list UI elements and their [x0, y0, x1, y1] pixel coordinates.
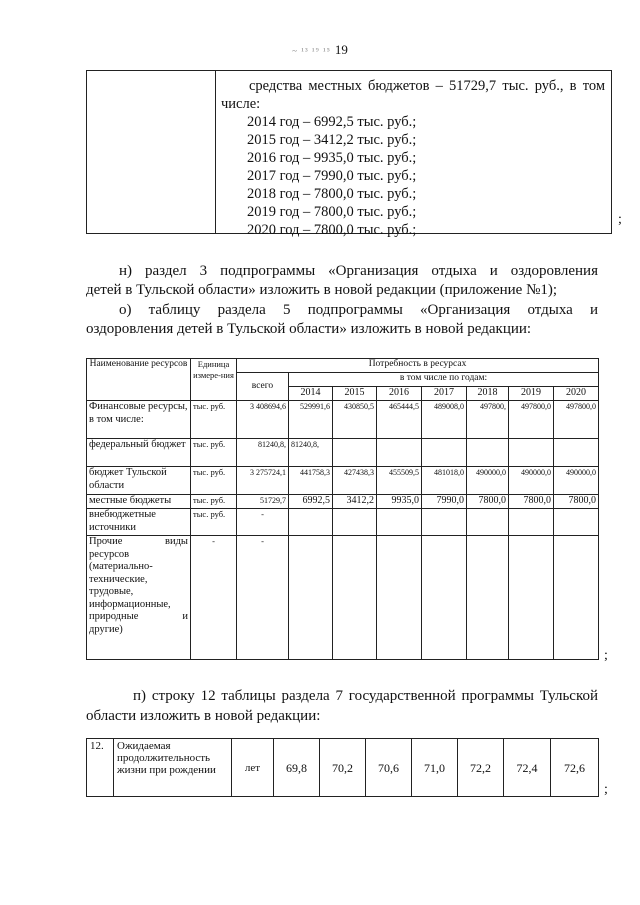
row12-unit: лет	[232, 739, 274, 797]
row-value: 441758,3	[289, 467, 333, 495]
row-value	[554, 439, 599, 467]
row-value: 7990,0	[422, 495, 467, 509]
row12-value: 70,6	[366, 739, 412, 797]
row-name-last: природные и	[89, 611, 188, 622]
header-unit: Единица измере-ния	[191, 359, 237, 401]
row-value	[289, 509, 333, 536]
row-unit: тыс. руб.	[191, 439, 237, 467]
row-value: 529991,6	[289, 401, 333, 439]
row12-value: 72,2	[458, 739, 504, 797]
row12-table	[86, 738, 599, 797]
row-value: 490000,0	[509, 467, 554, 495]
header-year-2020: 2020	[554, 387, 599, 401]
row-value	[467, 509, 509, 536]
funding-year-2015: 2015 год – 3412,2 тыс. руб.;	[247, 132, 417, 148]
row-name-first: Прочие виды	[89, 536, 188, 547]
page-marks: ~ ¹³ ¹⁹ ¹⁵	[292, 46, 331, 56]
table-row	[87, 509, 599, 536]
funding-year-2017: 2017 год – 7990,0 тыс. руб.;	[247, 168, 417, 184]
row-value	[422, 509, 467, 536]
row-name: бюджет Тульской области	[87, 467, 191, 495]
row12-number: 12.	[87, 739, 114, 797]
row-value: 465444,5	[377, 401, 422, 439]
row-value: 81240,8,	[289, 439, 333, 467]
row-name-end: другие)	[89, 623, 123, 635]
funding-year-2016: 2016 год – 9935,0 тыс. руб.;	[247, 150, 417, 166]
row-unit: тыс. руб.	[191, 495, 237, 509]
row-value: 481018,0	[422, 467, 467, 495]
row-total: 51729,7	[237, 495, 289, 509]
row-total: -	[237, 509, 289, 536]
funding-year-2019: 2019 год – 7800,0 тыс. руб.;	[247, 204, 417, 220]
header-need: Потребность в ресурсах	[237, 359, 599, 373]
row12-value: 71,0	[412, 739, 458, 797]
row-value	[467, 536, 509, 660]
row-name: Финансовые ресурсы, в том числе:	[87, 401, 191, 439]
funding-intro-cont: числе:	[221, 96, 261, 112]
header-total: всего	[237, 373, 289, 401]
funding-year-2014: 2014 год – 6992,5 тыс. руб.;	[247, 114, 417, 130]
box-divider	[215, 71, 216, 233]
row-value	[377, 536, 422, 660]
header-year-2016: 2016	[377, 387, 422, 401]
row-value: 497800,	[467, 401, 509, 439]
table-row	[87, 739, 599, 797]
row-name	[87, 536, 191, 660]
funding-intro: средства местных бюджетов – 51729,7 тыс. руб., в том	[249, 78, 605, 94]
row-value: 430850,5	[333, 401, 377, 439]
row-value: 497800,0	[554, 401, 599, 439]
table-semicolon: ;	[604, 648, 608, 663]
row12-value: 72,6	[551, 739, 599, 797]
row12-name: Ожидаемая продолжительность жизни при рождении	[114, 739, 232, 797]
row-unit: -	[191, 536, 237, 660]
row-value: 7800,0	[467, 495, 509, 509]
row-name-rest: ресурсов (материально-технические, трудовые, информационные,	[89, 548, 171, 610]
row-value	[377, 439, 422, 467]
paragraph-n-line1: н) раздел 3 подпрограммы «Организация отдыха и оздоровления	[119, 263, 598, 279]
table-row	[87, 401, 599, 439]
row-value	[509, 536, 554, 660]
header-year-2017: 2017	[422, 387, 467, 401]
row-value	[333, 439, 377, 467]
row-unit: тыс. руб.	[191, 467, 237, 495]
row-value	[377, 509, 422, 536]
row-name: местные бюджеты	[87, 495, 191, 509]
row-unit: тыс. руб.	[191, 401, 237, 439]
page-number-value: 19	[334, 42, 348, 57]
row-value	[509, 439, 554, 467]
row-name: федеральный бюджет	[87, 439, 191, 467]
row-value: 6992,5	[289, 495, 333, 509]
row12-value: 69,8	[274, 739, 320, 797]
row-value: 7800,0	[554, 495, 599, 509]
row-value: 497800,0	[509, 401, 554, 439]
paragraph-n-line2: детей в Тульской области» изложить в новой редакции (приложение №1);	[86, 282, 558, 298]
row-value	[467, 439, 509, 467]
table-row	[87, 536, 599, 660]
row-value: 9935,0	[377, 495, 422, 509]
page-number	[0, 42, 640, 58]
paragraph-p-line1: п) строку 12 таблицы раздела 7 государственной программы Тульской	[133, 688, 598, 704]
row-total: 3 408694,6	[237, 401, 289, 439]
funding-year-2018: 2018 год – 7800,0 тыс. руб.;	[247, 186, 417, 202]
table-row	[87, 439, 599, 467]
funding-box	[86, 70, 612, 238]
row12-value: 70,2	[320, 739, 366, 797]
row-value	[554, 536, 599, 660]
row12-value: 72,4	[504, 739, 551, 797]
table-row	[87, 467, 599, 495]
box-semicolon: ;	[618, 212, 622, 227]
header-year-2015: 2015	[333, 387, 377, 401]
row-value: 490000,0	[467, 467, 509, 495]
row-value	[422, 536, 467, 660]
row-value	[289, 536, 333, 660]
row-value	[422, 439, 467, 467]
row-value	[333, 536, 377, 660]
resources-table	[86, 358, 599, 660]
header-year-2018: 2018	[467, 387, 509, 401]
row-value: 489008,0	[422, 401, 467, 439]
header-name: Наименование ресурсов	[87, 359, 191, 401]
table-row	[87, 495, 599, 509]
row-value: 455509,5	[377, 467, 422, 495]
row-value: 490000,0	[554, 467, 599, 495]
row-name: внебюджетные источники	[87, 509, 191, 536]
paragraph-p-line2: области изложить в новой редакции:	[86, 708, 321, 724]
row-value: 427438,3	[333, 467, 377, 495]
row-value	[554, 509, 599, 536]
row-value	[333, 509, 377, 536]
header-year-2019: 2019	[509, 387, 554, 401]
funding-year-2020: 2020 год – 7800,0 тыс. руб.;	[247, 222, 417, 238]
header-by-years: в том числе по годам:	[289, 373, 599, 387]
row-value: 7800,0	[509, 495, 554, 509]
funding-text	[221, 77, 605, 239]
row-unit: тыс. руб.	[191, 509, 237, 536]
header-year-2014: 2014	[289, 387, 333, 401]
row-value	[509, 509, 554, 536]
row-total: 81240,8,	[237, 439, 289, 467]
row12-semicolon: ;	[604, 782, 608, 797]
paragraph-o-line1: о) таблицу раздела 5 подпрограммы «Организация отдыха и	[119, 302, 598, 318]
row-value: 3412,2	[333, 495, 377, 509]
row-total: 3 275724,1	[237, 467, 289, 495]
paragraph-o-line2: оздоровления детей в Тульской области» изложить в новой редакции:	[86, 321, 532, 337]
row-total: -	[237, 536, 289, 660]
